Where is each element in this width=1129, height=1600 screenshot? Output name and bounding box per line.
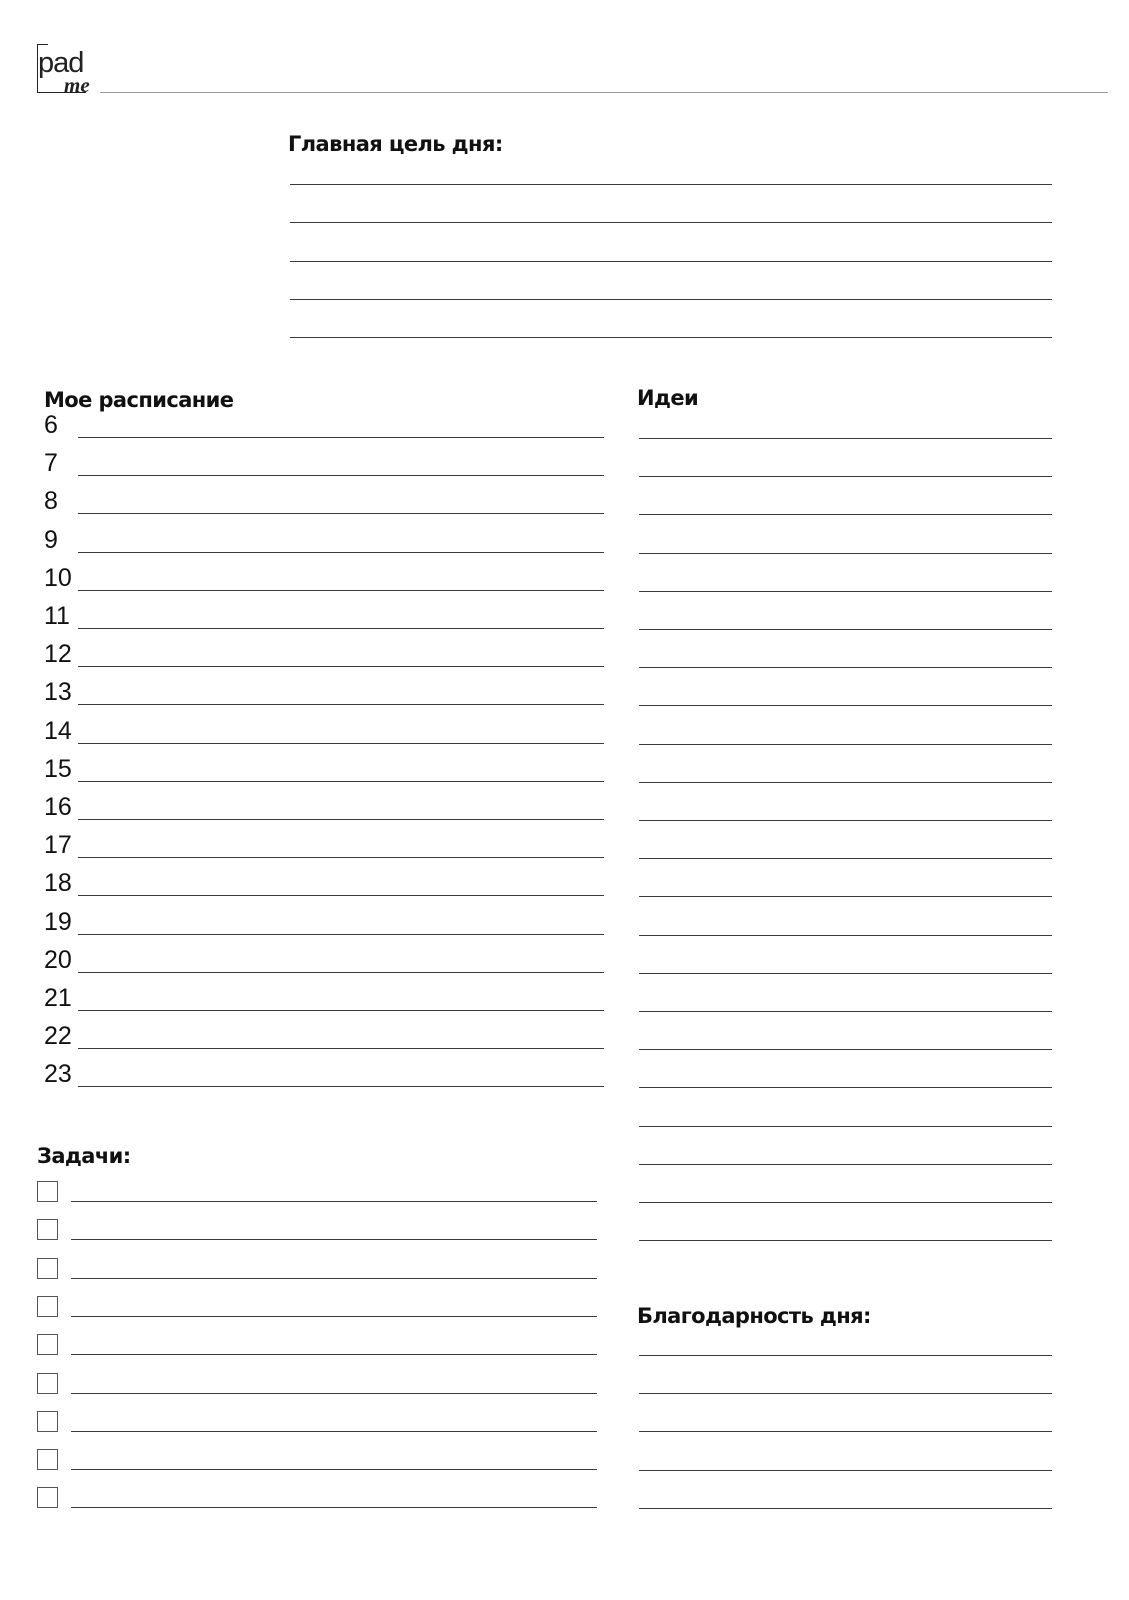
task-checkbox[interactable] xyxy=(37,1449,58,1470)
task-write-line[interactable] xyxy=(71,1507,597,1508)
schedule-row[interactable] xyxy=(44,1049,604,1087)
schedule-row[interactable] xyxy=(44,897,604,935)
gratitude-line[interactable] xyxy=(639,1393,1052,1394)
idea-line[interactable] xyxy=(639,591,1052,592)
idea-line[interactable] xyxy=(639,858,1052,859)
logo-word-pad: pad xyxy=(38,47,84,79)
schedule-hour-label: 11 xyxy=(44,602,70,630)
idea-line[interactable] xyxy=(639,1011,1052,1012)
goal-line[interactable] xyxy=(290,337,1052,338)
padme-logo xyxy=(37,44,107,100)
idea-line[interactable] xyxy=(639,782,1052,783)
goal-title: Главная цель дня: xyxy=(288,132,503,156)
schedule-hour-label: 8 xyxy=(44,487,58,516)
goal-line[interactable] xyxy=(290,261,1052,262)
schedule-row[interactable] xyxy=(44,858,604,896)
idea-line[interactable] xyxy=(639,1126,1052,1127)
task-write-line[interactable] xyxy=(71,1278,597,1279)
task-checkbox[interactable] xyxy=(37,1296,58,1317)
schedule-hour-label: 14 xyxy=(44,716,72,745)
idea-line[interactable] xyxy=(639,973,1052,974)
idea-line[interactable] xyxy=(639,476,1052,477)
task-row xyxy=(37,1411,597,1437)
task-checkbox[interactable] xyxy=(37,1258,58,1279)
header-divider xyxy=(100,92,1108,93)
schedule-row[interactable] xyxy=(44,476,604,514)
idea-line[interactable] xyxy=(639,553,1052,554)
schedule-hour-label: 16 xyxy=(44,793,72,821)
idea-line[interactable] xyxy=(639,1049,1052,1050)
schedule-hour-label: 21 xyxy=(44,984,72,1012)
idea-line[interactable] xyxy=(639,820,1052,821)
idea-line[interactable] xyxy=(639,1164,1052,1165)
gratitude-line[interactable] xyxy=(639,1431,1052,1432)
idea-line[interactable] xyxy=(639,514,1052,515)
idea-line[interactable] xyxy=(639,1087,1052,1088)
task-write-line[interactable] xyxy=(71,1354,597,1355)
idea-line[interactable] xyxy=(639,705,1052,706)
task-row xyxy=(37,1334,597,1360)
schedule-row[interactable] xyxy=(44,400,604,438)
schedule-hour-label: 18 xyxy=(44,869,72,898)
schedule-row[interactable] xyxy=(44,667,604,705)
task-checkbox[interactable] xyxy=(37,1334,58,1355)
idea-line[interactable] xyxy=(639,935,1052,936)
schedule-hour-label: 12 xyxy=(44,640,72,669)
goal-line[interactable] xyxy=(290,184,1052,185)
schedule-row[interactable] xyxy=(44,438,604,476)
task-checkbox[interactable] xyxy=(37,1181,58,1202)
schedule-hour-label: 20 xyxy=(44,945,72,974)
schedule-hour-label: 15 xyxy=(44,754,72,783)
idea-line[interactable] xyxy=(639,1240,1052,1241)
task-row xyxy=(37,1373,597,1399)
goal-line[interactable] xyxy=(290,222,1052,223)
schedule-row[interactable] xyxy=(44,1011,604,1049)
task-row xyxy=(37,1449,597,1475)
gratitude-line[interactable] xyxy=(639,1508,1052,1509)
schedule-row[interactable] xyxy=(44,744,604,782)
schedule-hour-label: 10 xyxy=(44,563,72,592)
task-write-line[interactable] xyxy=(71,1469,597,1470)
schedule-row[interactable] xyxy=(44,553,604,591)
goal-line[interactable] xyxy=(290,299,1052,300)
schedule-hour-label: 17 xyxy=(44,831,72,860)
schedule-row[interactable] xyxy=(44,629,604,667)
schedule-row[interactable] xyxy=(44,591,604,629)
schedule-hour-label: 19 xyxy=(44,907,72,936)
idea-line[interactable] xyxy=(639,1202,1052,1203)
schedule-title: Мое расписание xyxy=(44,388,234,412)
gratitude-line[interactable] xyxy=(639,1470,1052,1471)
task-row xyxy=(37,1219,597,1245)
logo-word-me: me xyxy=(64,73,90,97)
task-row xyxy=(37,1487,597,1513)
task-write-line[interactable] xyxy=(71,1239,597,1240)
schedule-hour-label: 9 xyxy=(44,525,58,554)
schedule-row[interactable] xyxy=(44,973,604,1011)
task-write-line[interactable] xyxy=(71,1316,597,1317)
task-checkbox[interactable] xyxy=(37,1373,58,1394)
idea-line[interactable] xyxy=(639,629,1052,630)
idea-line[interactable] xyxy=(639,667,1052,668)
task-row xyxy=(37,1258,597,1284)
schedule-row[interactable] xyxy=(44,820,604,858)
schedule-row[interactable] xyxy=(44,782,604,820)
idea-line[interactable] xyxy=(639,438,1052,439)
task-checkbox[interactable] xyxy=(37,1487,58,1508)
task-checkbox[interactable] xyxy=(37,1411,58,1432)
ideas-title: Идеи xyxy=(637,386,699,410)
schedule-hour-label: 13 xyxy=(44,678,72,707)
task-row xyxy=(37,1296,597,1322)
schedule-row[interactable] xyxy=(44,515,604,553)
task-row xyxy=(37,1181,597,1207)
tasks-title: Задачи: xyxy=(37,1144,131,1168)
task-checkbox[interactable] xyxy=(37,1219,58,1240)
schedule-row[interactable] xyxy=(44,706,604,744)
schedule-row[interactable] xyxy=(44,935,604,973)
schedule-hour-label: 22 xyxy=(44,1022,72,1051)
task-write-line[interactable] xyxy=(71,1393,597,1394)
schedule-hour-label: 7 xyxy=(44,449,58,478)
task-write-line[interactable] xyxy=(71,1431,597,1432)
idea-line[interactable] xyxy=(639,896,1052,897)
schedule-write-line[interactable] xyxy=(78,1086,604,1087)
schedule-hour-label: 23 xyxy=(44,1060,72,1089)
schedule-hour-label: 6 xyxy=(44,411,58,439)
gratitude-line[interactable] xyxy=(639,1355,1052,1356)
gratitude-title: Благодарность дня: xyxy=(637,1304,871,1328)
task-write-line[interactable] xyxy=(71,1201,597,1202)
idea-line[interactable] xyxy=(639,744,1052,745)
